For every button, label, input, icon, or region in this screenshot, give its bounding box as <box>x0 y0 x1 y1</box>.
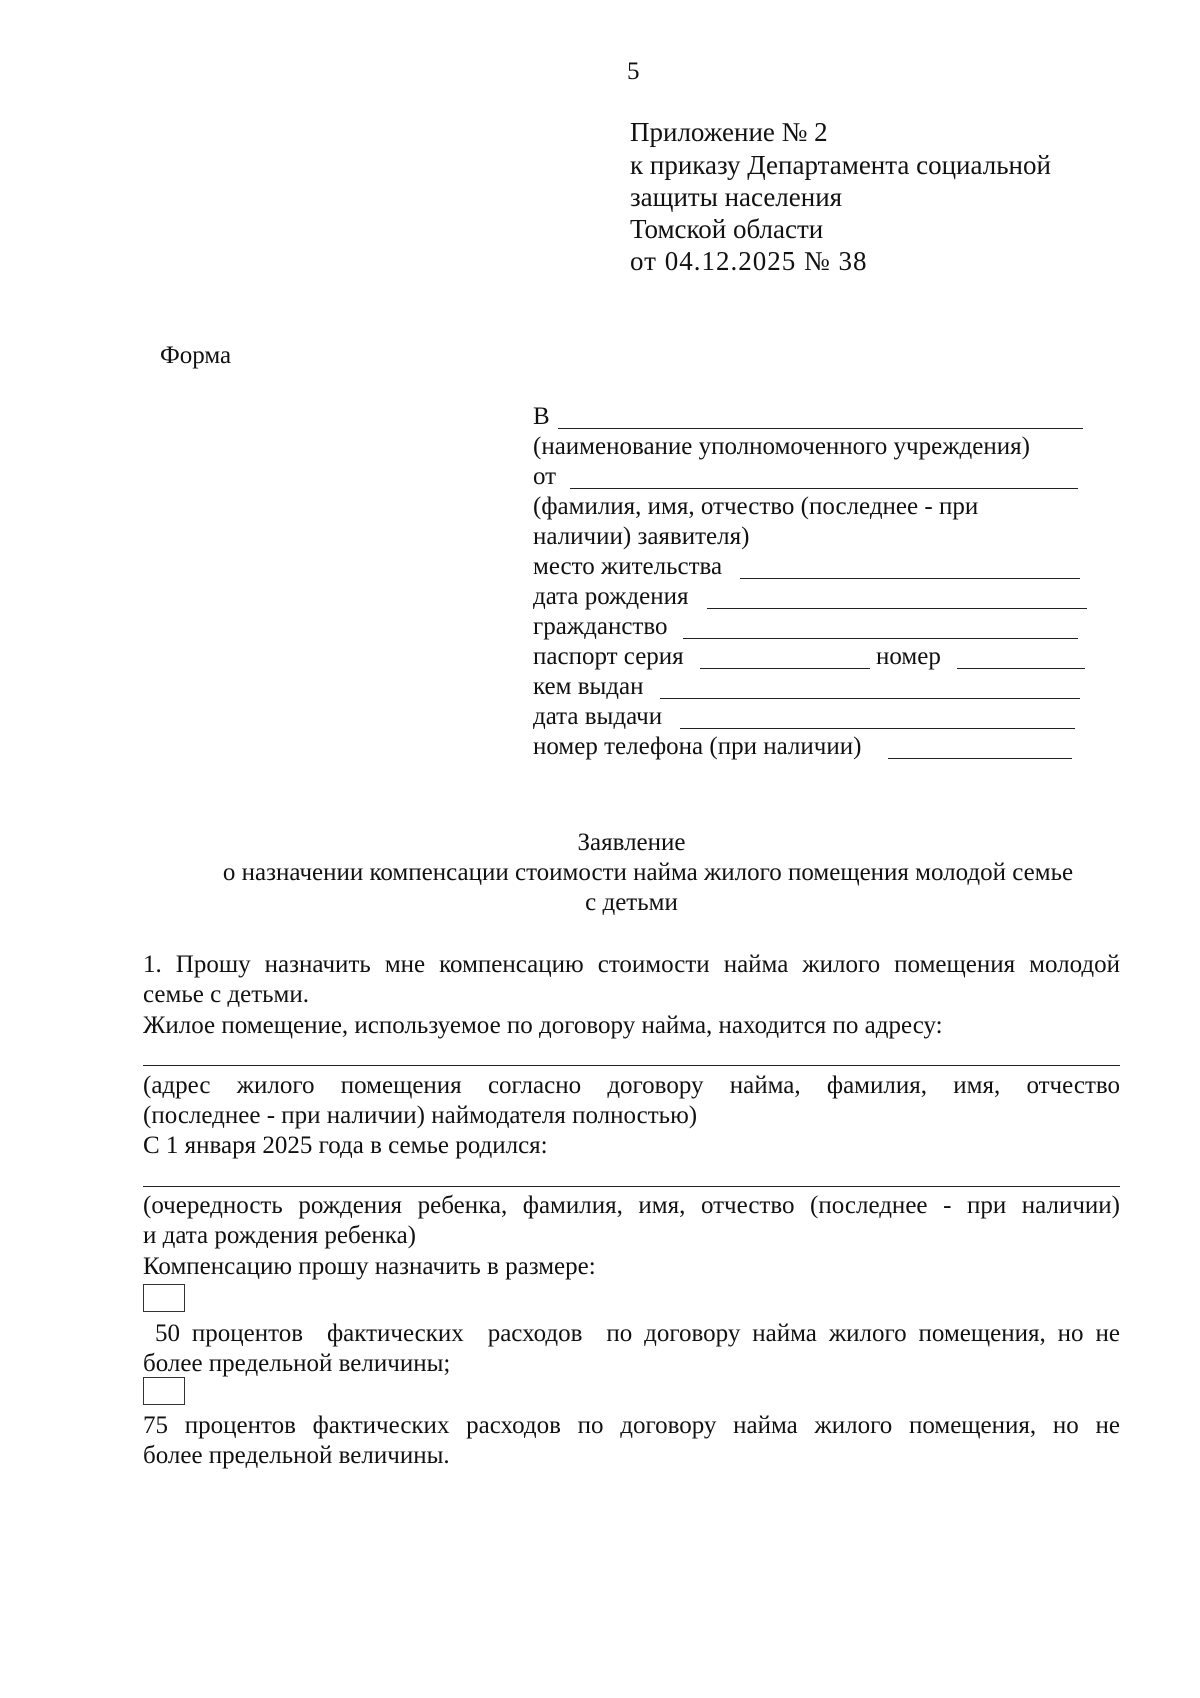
issue-date-field-line[interactable] <box>680 728 1075 729</box>
paragraph-2: Жилое помещение, используемое по договору найма, находится по адресу: <box>143 1012 943 1039</box>
child-caption-2: и дата рождения ребенка) <box>143 1222 416 1249</box>
from-caption-1: (фамилия, имя, отчество (последнее - при <box>533 493 979 520</box>
form-label: Форма <box>160 342 232 369</box>
amount-intro: Компенсацию прошу назначить в размере: <box>143 1253 596 1280</box>
child-field-line[interactable] <box>143 1186 1120 1187</box>
appendix-line-3: защиты населения <box>630 182 843 212</box>
issue-date-label: дата выдачи <box>533 703 663 730</box>
birth-date-field-line[interactable] <box>707 608 1087 609</box>
page-number: 5 <box>627 58 640 85</box>
passport-series-field-line[interactable] <box>700 668 870 669</box>
option-75-checkbox[interactable] <box>143 1377 185 1405</box>
appendix-line-4: Томской области <box>630 214 824 244</box>
phone-field-line[interactable] <box>888 758 1072 759</box>
title-line-2: о назначении компенсации стоимости найма жилого помещения молодой семье <box>222 859 1074 886</box>
birth-date-label: дата рождения <box>533 583 689 610</box>
passport-number-field-line[interactable] <box>957 668 1085 669</box>
address-caption-1: (адрес жилого помещения согласно договору найма, фамилия, имя, отчество <box>143 1072 1120 1099</box>
option-75-line-2: более предельной величины. <box>143 1442 450 1469</box>
option-75-line-1: 75 процентов фактических расходов по договору найма жилого помещения, но не <box>143 1412 1120 1439</box>
issued-by-field-line[interactable] <box>660 698 1080 699</box>
appendix-line-2: к приказу Департамента социальной <box>630 150 1051 180</box>
from-prefix: от <box>533 463 557 490</box>
passport-number-label: номер <box>876 643 941 670</box>
to-caption: (наименование уполномоченного учреждения) <box>533 433 1030 460</box>
option-50-line-2: более предельной величины; <box>143 1350 451 1377</box>
citizenship-label: гражданство <box>533 613 668 640</box>
to-field-line[interactable] <box>558 428 1083 429</box>
to-prefix: В <box>533 403 550 430</box>
paragraph-1-line-1: 1. Прошу назначить мне компенсацию стоимости найма жилого помещения молодой <box>143 951 1120 978</box>
option-50-checkbox[interactable] <box>143 1284 185 1312</box>
from-field-line[interactable] <box>570 488 1078 489</box>
issued-by-label: кем выдан <box>533 673 644 700</box>
phone-label: номер телефона (при наличии) <box>533 733 862 760</box>
option-50-line-1: 50 процентов фактических расходов по договору найма жилого помещения, но не <box>143 1320 1120 1347</box>
address-field-line[interactable] <box>143 1065 1120 1066</box>
title-line-3: с детьми <box>585 889 678 916</box>
title-line-1: Заявление <box>577 829 686 856</box>
residence-label: место жительства <box>533 553 723 580</box>
address-caption-2: (последнее - при наличии) наймодателя полностью) <box>143 1102 698 1129</box>
paragraph-1-line-2: семье с детьми. <box>143 981 310 1008</box>
from-caption-2: наличии) заявителя) <box>533 523 750 550</box>
child-caption-1: (очередность рождения ребенка, фамилия, имя, отчество (последнее - при наличии) <box>143 1192 1120 1219</box>
citizenship-field-line[interactable] <box>683 638 1078 639</box>
residence-field-line[interactable] <box>740 578 1080 579</box>
passport-series-label: паспорт серия <box>533 643 684 670</box>
appendix-line-5: от 04.12.2025 № 38 <box>630 246 868 276</box>
appendix-line-1: Приложение № 2 <box>630 117 828 147</box>
birth-intro: С 1 января 2025 года в семье родился: <box>143 1132 548 1159</box>
